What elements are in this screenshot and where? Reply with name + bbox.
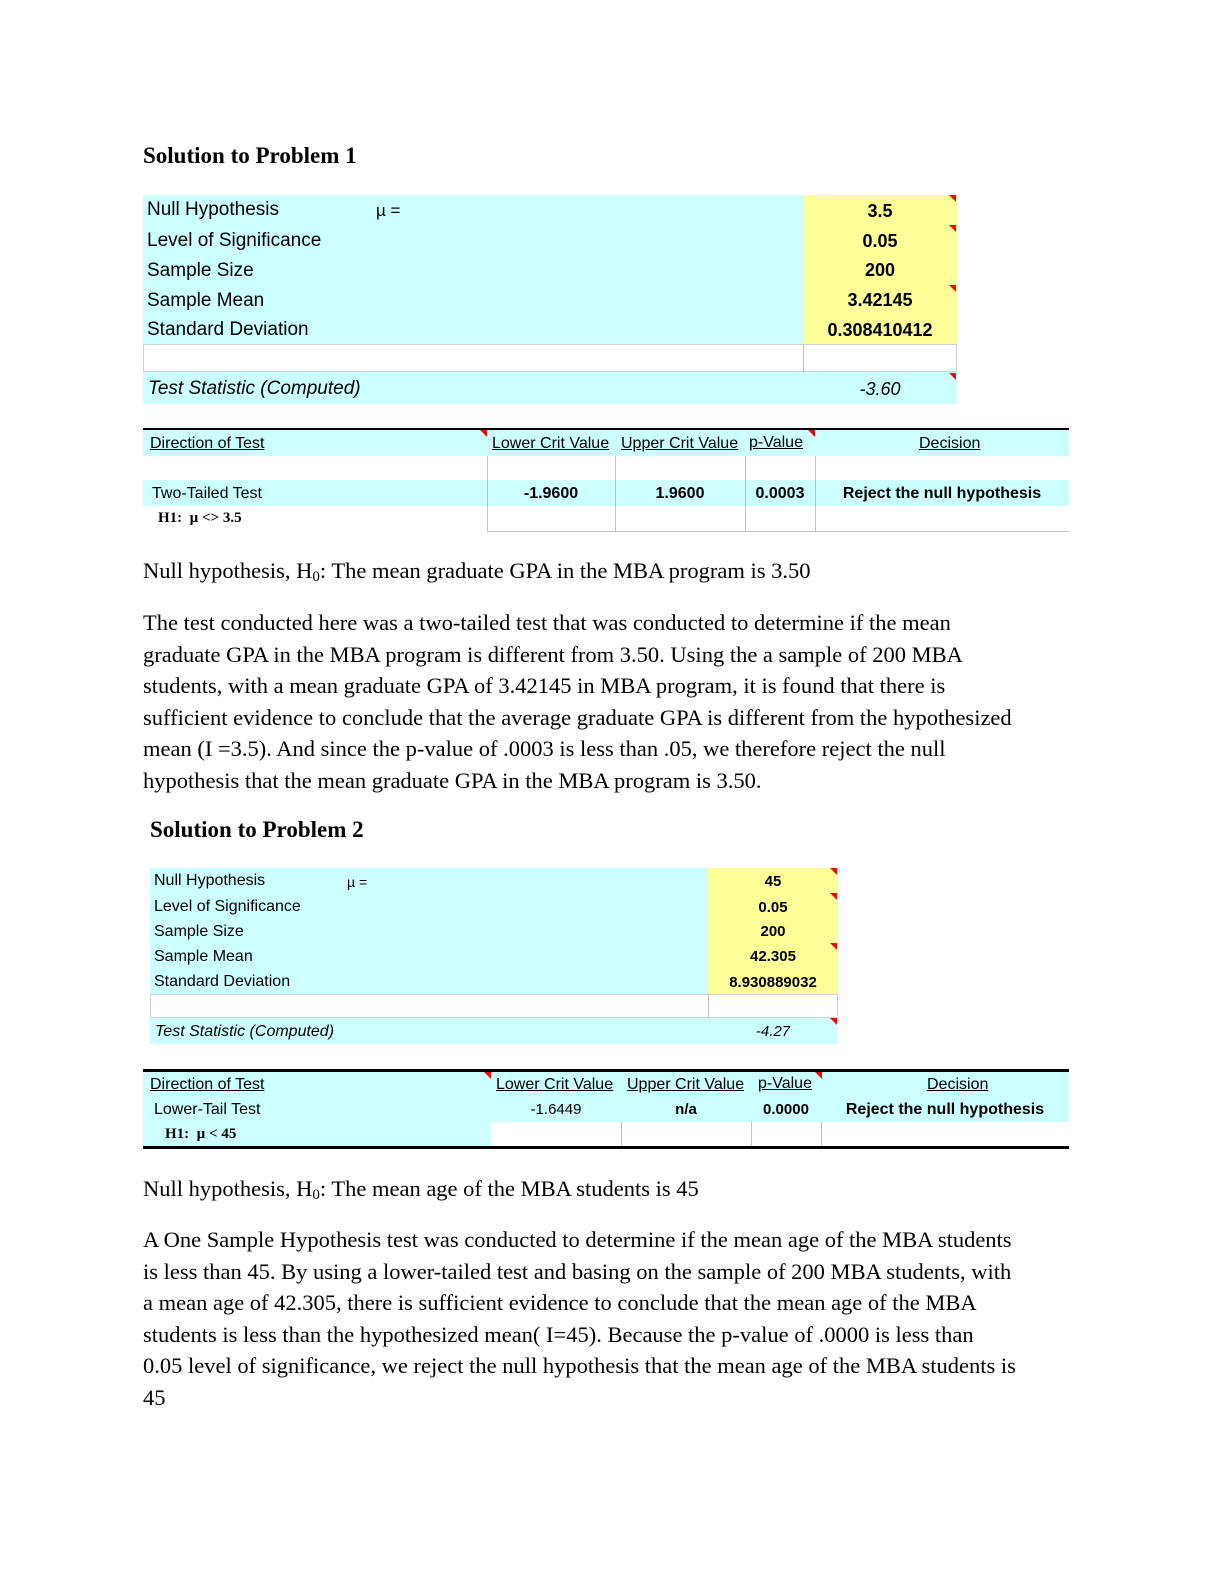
- p1-pvalue-value: 0.0003: [755, 485, 805, 502]
- p2-label-sample-size: Sample Size: [154, 923, 244, 940]
- problem2-heading: Solution to Problem 2: [150, 817, 364, 842]
- p2-value-sample-mean: 42.305: [750, 948, 796, 965]
- p1-label-null: Null Hypothesis: [147, 199, 279, 220]
- p2-header-direction: Direction of Test: [150, 1076, 265, 1093]
- p2-header-lower-crit: Lower Crit Value: [496, 1076, 614, 1093]
- p1-line: graduate GPA in the MBA program is different from 3.50. Using the a sample of 200 MBA: [143, 641, 963, 667]
- p2-value-sample-size: 200: [760, 923, 786, 940]
- p1-value-sample-mean: 3.42145: [847, 290, 913, 310]
- p1-value-std-dev: 0.308410412: [827, 320, 933, 340]
- problem1-heading: Solution to Problem 1: [143, 143, 357, 168]
- p2-header-decision: Decision: [927, 1076, 989, 1093]
- comment-flag-icon: [480, 430, 487, 437]
- p1-header-pvalue: p-Value: [749, 434, 803, 451]
- p1-line: mean (I =3.5). And since the p-value of .0003 is less than .05, we therefore reject the null: [143, 736, 946, 761]
- p2-upper-crit-value: n/a: [675, 1101, 697, 1118]
- p1-mu-symbol: µ =: [376, 201, 401, 220]
- p2-value-significance: 0.05: [758, 899, 788, 916]
- p1-null-post: : The mean graduate GPA in the MBA program is 3.50: [319, 558, 811, 583]
- p2-line: is less than 45. By using a lower-tailed test and basing on the sample of 200 MBA students, with: [143, 1258, 1012, 1284]
- p2-header-upper-crit: Upper Crit Value: [627, 1076, 745, 1093]
- p1-header-upper-crit: Upper Crit Value: [621, 435, 739, 452]
- p2-direction-value: Lower-Tail Test: [154, 1101, 261, 1118]
- p1-h1-label: H1: µ <> 3.5: [158, 510, 242, 526]
- p1-test-stat-value: -3.60: [859, 379, 901, 399]
- p2-null-pre: Null hypothesis, H: [143, 1176, 313, 1201]
- p2-label-significance: Level of Significance: [154, 898, 301, 915]
- p2-line: A One Sample Hypothesis test was conducted to determine if the mean age of the MBA students: [143, 1227, 1012, 1252]
- comment-flag-icon: [830, 893, 837, 900]
- p1-value-significance: 0.05: [862, 231, 898, 251]
- p2-line: 0.05 level of significance, we reject the null hypothesis that the mean age of the MBA students is: [143, 1353, 1016, 1378]
- comment-flag-icon: [830, 943, 837, 950]
- p2-label-null: Null Hypothesis: [154, 872, 266, 889]
- comment-flag-icon: [949, 373, 956, 380]
- p1-null-sub: 0: [312, 569, 320, 585]
- p2-mu-symbol: µ =: [347, 874, 368, 890]
- comment-flag-icon: [815, 1072, 822, 1079]
- p2-line: a mean age of 42.305, there is sufficient evidence to conclude that the mean age of the MBA: [143, 1290, 977, 1315]
- p1-value-null: 3.5: [867, 201, 893, 221]
- p1-value-sample-size: 200: [864, 260, 896, 280]
- p1-label-significance: Level of Significance: [147, 230, 322, 251]
- p1-line: students, with a mean graduate GPA of 3.42145 in MBA program, it is found that there is: [143, 673, 946, 698]
- comment-flag-icon: [808, 430, 815, 437]
- p1-label-sample-mean: Sample Mean: [147, 290, 265, 311]
- p2-value-null: 45: [764, 873, 782, 890]
- p1-null-hypothesis: [143, 555, 810, 594]
- p1-header-lower-crit: Lower Crit Value: [492, 435, 610, 452]
- comment-flag-icon: [949, 225, 956, 232]
- p2-lower-crit-value: -1.6449: [530, 1101, 582, 1118]
- p2-explanation: [143, 1224, 1016, 1413]
- p2-pvalue-value: 0.0000: [763, 1101, 809, 1118]
- comment-flag-icon: [949, 285, 956, 292]
- p1-lower-crit-value: -1.9600: [523, 485, 579, 502]
- p2-decision-value: Reject the null hypothesis: [845, 1101, 1045, 1118]
- p2-null-sub: 0: [312, 1187, 320, 1203]
- comment-flag-icon: [484, 1072, 491, 1079]
- p2-header-pvalue: p-Value: [758, 1075, 812, 1092]
- p2-null-post: : The mean age of the MBA students is 45: [319, 1176, 699, 1201]
- comment-flag-icon: [830, 868, 837, 875]
- p2-h1-label: H1: µ < 45: [165, 1126, 237, 1142]
- p2-line: 45: [143, 1384, 166, 1410]
- p1-explanation: [143, 607, 1012, 796]
- p1-line: hypothesis that the mean graduate GPA in the MBA program is 3.50.: [143, 767, 762, 793]
- comment-flag-icon: [949, 195, 956, 202]
- p1-direction-value: Two-Tailed Test: [152, 485, 262, 502]
- p2-test-stat-label: Test Statistic (Computed): [155, 1023, 335, 1040]
- comment-flag-icon: [830, 1018, 837, 1025]
- p1-header-direction: Direction of Test: [150, 435, 265, 452]
- p1-line: sufficient evidence to conclude that the average graduate GPA is different from the hypothesized: [143, 704, 1012, 730]
- p1-test-stat-label: Test Statistic (Computed): [148, 378, 361, 399]
- p1-label-std-dev: Standard Deviation: [147, 319, 309, 340]
- p2-test-stat-value: -4.27: [755, 1023, 791, 1040]
- p1-upper-crit-value: 1.9600: [655, 485, 705, 502]
- p2-label-sample-mean: Sample Mean: [154, 948, 253, 965]
- p1-null-pre: Null hypothesis, H: [143, 558, 313, 583]
- p1-decision-value: Reject the null hypothesis: [842, 485, 1042, 502]
- p2-null-hypothesis: [143, 1173, 699, 1212]
- p2-value-std-dev: 8.930889032: [729, 974, 817, 991]
- p1-label-sample-size: Sample Size: [147, 260, 254, 281]
- p1-line: The test conducted here was a two-tailed test that was conducted to determine if the mean: [143, 610, 951, 635]
- p2-line: students is less than the hypothesized mean( I=45). Because the p-value of .0000 is less than: [143, 1321, 974, 1347]
- p2-label-std-dev: Standard Deviation: [154, 973, 291, 990]
- p1-header-decision: Decision: [919, 435, 981, 452]
